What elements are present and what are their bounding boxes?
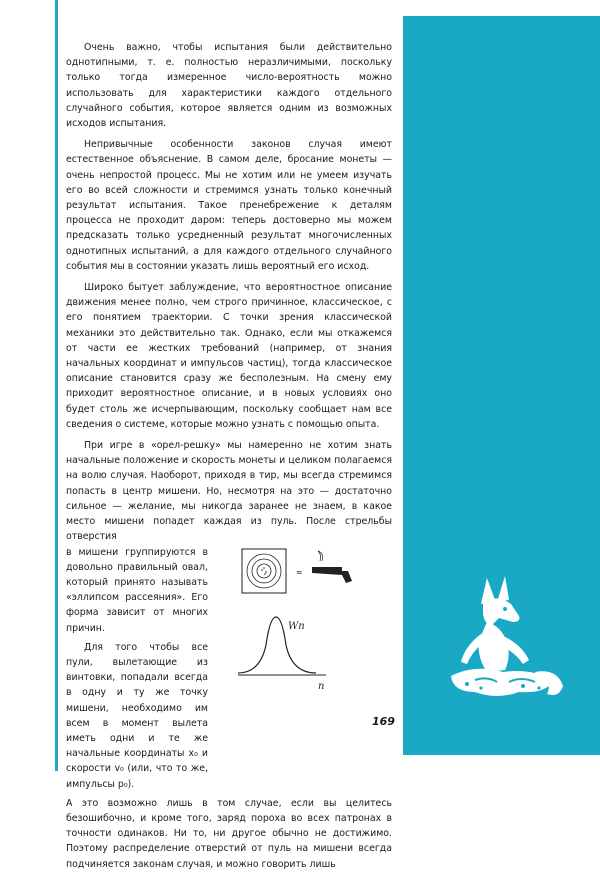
side-decor-panel — [403, 16, 600, 755]
left-accent-rule — [55, 0, 58, 771]
paragraph: в мишени группируются в довольно правильный овал, который принято называть «эллипсом рассеяния». Его форма зависит от многих причин. — [66, 546, 208, 634]
paragraph: А это возможно лишь в том случае, если вы целитесь безошибочно, и кроме того, заряд пороха во всех патронах в точности одинаков. Ни то, ни другое обычно не достижимо. Поэтому распределение отверстий от пуль на мишени всегда подчиняется законам случая, и можно говорить лишь — [66, 797, 392, 870]
paragraph: При игре в «орел-решку» мы намеренно не хотим знать начальные положение и скорость монеты и целиком полагаемся на волю случая. Наоборот, приходя в тир, мы всегда стремимся попасть в центр мишени. Но, несмотря на это — достаточно сильное — желание, мы никогда заранее не знаем, в какое место мишени попадет каждая из пуль. После стрельбы отверстия — [66, 440, 392, 543]
jackal-figure-illustration — [435, 576, 575, 716]
paragraph: Непривычные особенности законов случая имеют естественное объяснение. В самом деле, бросание монеты — очень непростой процесс. Мы не хотим или не умеем изучать его во всей сложности и стремимся узнать только конечный результат испытания. Такое пренебрежение к деталям процесса не проходит даром: теперь достоверно мы можем предсказать только усредненный результат многочисленных однотипных испытаний, а для каждого отдельного случайного события мы в состоянии указать лишь вероятный его исход. — [66, 139, 392, 272]
main-text-column — [66, 40, 392, 878]
target-distribution-figure — [208, 545, 392, 695]
curve-label: Wn — [288, 620, 305, 632]
text-with-figure — [66, 545, 392, 796]
page-number: 169 — [372, 715, 395, 728]
target-and-gun-drawing — [208, 545, 392, 695]
gun-mark: ≈ — [296, 567, 303, 577]
axis-label: n — [318, 680, 325, 692]
paragraph: Очень важно, чтобы испытания были действительно однотипными, т. е. полностью неразличимыми, поскольку только тогда измеренное число-вероятность можно использовать для характеристики каждого отдельного случайного события, которое является одним из возможных исходов испытания. — [66, 42, 392, 130]
paragraph: Широко бытует заблуждение, что вероятностное описание движения менее полно, чем строго причинное, классическое, с его понятием траектории. С точки зрения классической механики это действительно так. Однако, если мы откажемся от части ее жестких требований (например, от знания начальных координат и импульсов частиц), тогда классическое описание становится сразу же бесполезным. На смену ему приходит вероятностное описание, и в новых условиях оно будет столь же исчерпывающим, поскольку сообщает нам все сведения о системе, которые можно узнать с помощью опыта. — [66, 282, 392, 430]
wrapped-text — [66, 545, 208, 796]
paragraph: Для того чтобы все пули, вылетающие из винтовки, попадали всегда в одну и ту же точку мишени, необходимо им всем в момент вылета иметь одни и те же начальные координаты x₀ и скорости v₀ (или, что то же, импульсы p₀). — [66, 641, 208, 790]
